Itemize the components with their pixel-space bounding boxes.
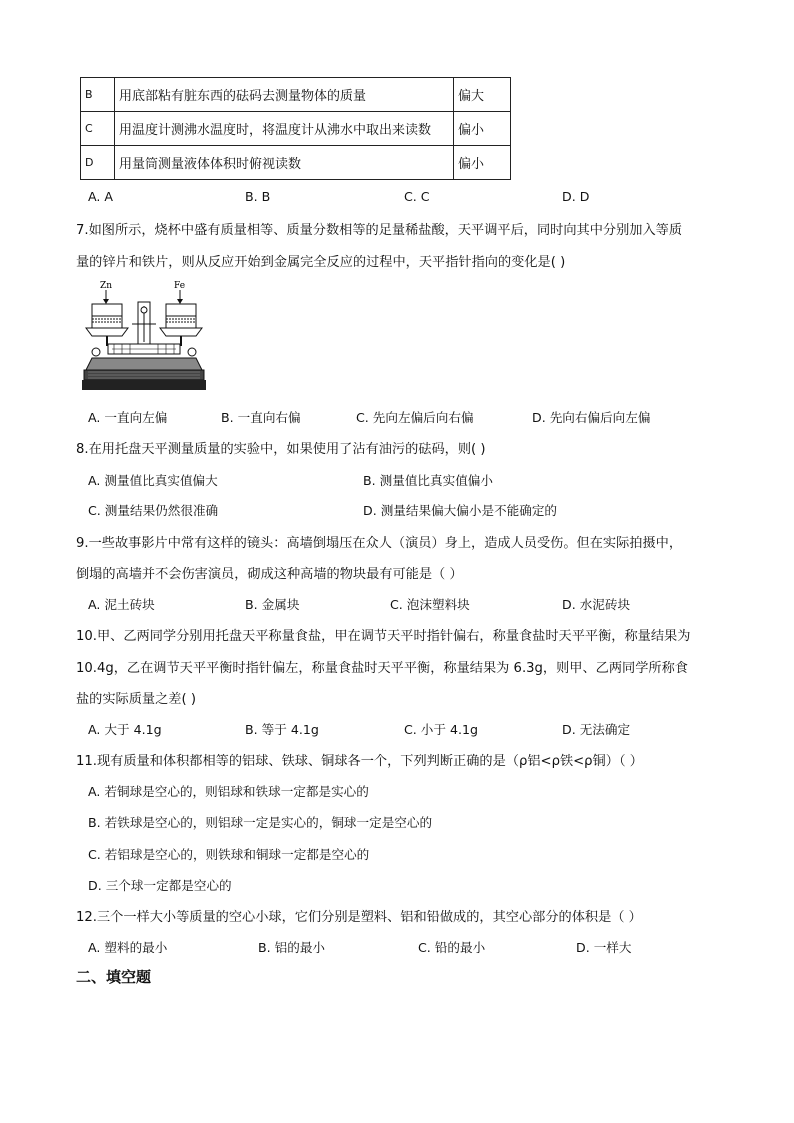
q12-text-line1: 12.三个一样大小等质量的空心小球，它们分别是塑料、铝和铅做成的，其空心部分的体积是（ ） (76, 910, 642, 925)
table-cell-desc: 用底部粘有脏东西的砝码去测量物体的质量 (115, 78, 454, 112)
q12-option-c: C. 铅的最小 (418, 940, 486, 955)
q7-text-line2: 量的锌片和铁片，则从反应开始到金属完全反应的过程中，天平指针指向的变化是( ) (76, 255, 566, 270)
zn-label: Zn (100, 281, 113, 291)
table-cell-result: 偏小 (454, 146, 511, 180)
section-heading: 二、填空题 (76, 968, 152, 986)
q6-option-c: C. C (404, 189, 430, 204)
table-cell-id: C (81, 112, 115, 146)
q12-option-d: D. 一样大 (576, 940, 632, 955)
q10-option-b: B. 等于 4.1g (245, 722, 319, 737)
q11-option-c: C. 若铝球是空心的，则铁球和铜球一定都是空心的 (88, 847, 370, 862)
q8-text-line1: 8.在用托盘天平测量质量的实验中，如果使用了沾有油污的砝码，则( ) (76, 442, 486, 457)
q9-text-line1: 9.一些故事影片中常有这样的镜头：高墙倒塌压在众人（演员）身上，造成人员受伤。但在实际拍摄中， (76, 536, 683, 551)
right-beaker (166, 304, 196, 328)
q7-option-d: D. 先向右偏后向左偏 (532, 410, 651, 425)
q8-option-b: B. 测量值比真实值偏小 (363, 473, 493, 488)
q11-text-line1: 11.现有质量和体积都相等的铝球、铁球、铜球各一个，下列判断正确的是（ρ铝<ρ铁<ρ铜）（ ） (76, 754, 643, 769)
balance-base (82, 358, 206, 390)
q12-option-a: A. 塑料的最小 (88, 940, 168, 955)
q10-text-line3: 盐的实际质量之差( ) (76, 692, 196, 707)
q10-option-d: D. 无法确定 (562, 722, 631, 737)
left-beaker (92, 304, 122, 328)
q6-option-d: D. D (562, 189, 590, 204)
q7-text-line1: 7.如图所示，烧杯中盛有质量相等、质量分数相等的足量稀盐酸，天平调平后，同时向其中分别加入等质 (76, 223, 683, 238)
table-cell-desc: 用温度计测沸水温度时，将温度计从沸水中取出来读数 (115, 112, 454, 146)
q11-option-b: B. 若铁球是空心的，则铝球一定是实心的，铜球一定是空心的 (88, 815, 433, 830)
q8-option-c: C. 测量结果仍然很准确 (88, 503, 219, 518)
q11-option-a: A. 若铜球是空心的，则铝球和铁球一定都是实心的 (88, 784, 369, 799)
q9-option-b: B. 金属块 (245, 597, 300, 612)
right-adjust-knob (188, 348, 196, 356)
q10-option-c: C. 小于 4.1g (404, 722, 479, 737)
q10-text-line2: 10.4g，乙在调节天平平衡时指针偏左，称量食盐时天平平衡，称量结果为 6.3g，则甲、乙两同学所称食 (76, 661, 688, 676)
q9-option-a: A. 泥土砖块 (88, 597, 155, 612)
q7-option-c: C. 先向左偏后向右偏 (356, 410, 474, 425)
q7-option-a: A. 一直向左偏 (88, 410, 168, 425)
table-cell-id: B (81, 78, 115, 112)
q10-option-a: A. 大于 4.1g (88, 722, 162, 737)
q7-option-b: B. 一直向右偏 (221, 410, 301, 425)
zn-arrow-head (103, 299, 109, 304)
fe-label: Fe (174, 281, 186, 291)
table-cell-result: 偏小 (454, 112, 511, 146)
options-table (80, 77, 511, 180)
beam (108, 344, 180, 354)
left-pan (86, 328, 128, 336)
q9-option-d: D. 水泥砖块 (562, 597, 631, 612)
q6-option-a: A. A (88, 189, 114, 204)
q9-option-c: C. 泡沫塑料块 (390, 597, 470, 612)
fe-arrow-head (177, 299, 183, 304)
table-row (81, 112, 511, 146)
table-row (81, 146, 511, 180)
right-pan (160, 328, 202, 336)
table-cell-result: 偏大 (454, 78, 511, 112)
q8-option-d: D. 测量结果偏大偏小是不能确定的 (363, 503, 558, 518)
table-row (81, 78, 511, 112)
table-cell-id: D (81, 146, 115, 180)
q11-option-d: D. 三个球一定都是空心的 (88, 878, 232, 893)
q9-text-line2: 倒塌的高墙并不会伤害演员，砌成这种高墙的物块最有可能是（ ） (76, 567, 463, 582)
table-cell-desc: 用量筒测量液体体积时俯视读数 (115, 146, 454, 180)
q12-option-b: B. 铝的最小 (258, 940, 326, 955)
q6-option-b: B. B (245, 189, 271, 204)
balance-figure (82, 280, 206, 394)
q8-option-a: A. 测量值比真实值偏大 (88, 473, 218, 488)
left-adjust-knob (92, 348, 100, 356)
q10-text-line1: 10.甲、乙两同学分别用托盘天平称量食盐，甲在调节天平时指针偏右，称量食盐时天平平衡，称量结果为 (76, 629, 691, 644)
